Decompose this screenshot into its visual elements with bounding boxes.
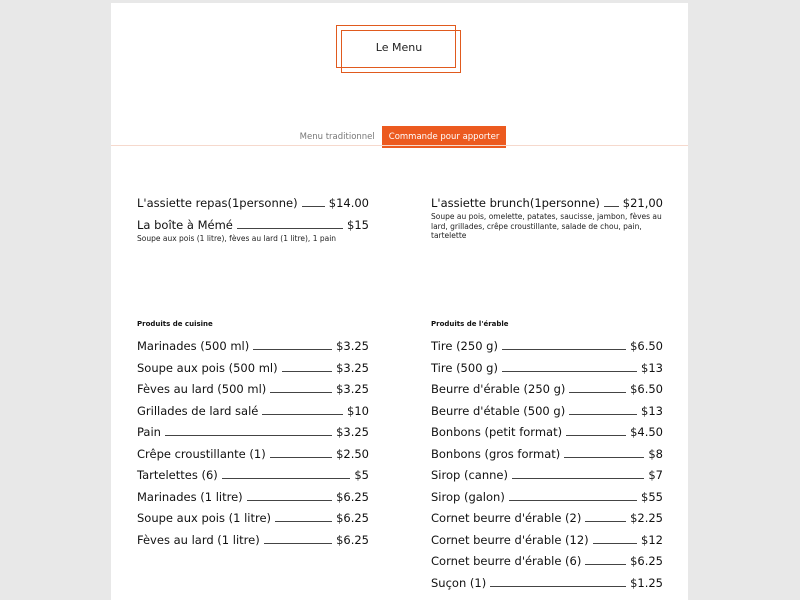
item-name: La boîte à Mémé [137, 218, 233, 232]
leader-line [564, 457, 644, 458]
menu-item [431, 533, 663, 547]
menu-item [431, 490, 663, 504]
menu-item [431, 554, 663, 568]
item-price: $6.25 [630, 554, 663, 568]
item-price: $55 [641, 489, 663, 504]
item-price: $14.00 [328, 196, 369, 210]
item-price: $6.50 [630, 382, 663, 396]
item-price: $13 [641, 360, 663, 375]
item-name: Cornet beurre d'érable (2) [431, 511, 582, 525]
item-name: Suçon (1) [431, 575, 487, 590]
item-name: Fèves au lard (1 litre) [137, 532, 260, 547]
item-price: $7 [648, 468, 663, 482]
item-name: Tire (500 g) [431, 360, 498, 375]
menu-page [111, 3, 688, 600]
leader-line [569, 414, 637, 415]
section-cuisine [137, 320, 369, 554]
menu-item [137, 339, 369, 353]
menu-item [137, 425, 369, 439]
leader-line [566, 435, 626, 436]
menu-item [137, 468, 369, 482]
item-name: Beurre d'érable (250 g) [431, 382, 566, 396]
item-name: Crêpe croustillante (1) [137, 446, 266, 461]
item-name: Marinades (500 ml) [137, 339, 250, 353]
section-title: Produits de cuisine [137, 320, 213, 328]
leader-line [585, 521, 626, 522]
menu-item [431, 361, 663, 375]
logo-text: Le Menu [375, 41, 423, 54]
item-name: Cornet beurre d'érable (6) [431, 554, 582, 568]
item-name: Sirop (galon) [431, 489, 505, 504]
item-price: $6.25 [336, 532, 369, 547]
item-price: $1.25 [630, 575, 663, 590]
leader-line [502, 371, 637, 372]
leader-line [569, 392, 626, 393]
item-price: $3.25 [336, 360, 369, 375]
menu-item [137, 218, 369, 232]
menu-item [431, 425, 663, 439]
item-price: $21,00 [622, 196, 663, 210]
item-price: $3.25 [336, 339, 369, 353]
item-price: $6.50 [630, 339, 663, 353]
item-price: $5 [354, 468, 369, 482]
tab-commande-pour-apporter[interactable]: Commande pour apporter [382, 126, 507, 148]
menu-item [431, 511, 663, 525]
menu-item [431, 447, 663, 461]
leader-line [270, 457, 332, 458]
item-name: Pain [137, 425, 161, 439]
leader-line [247, 500, 332, 501]
leader-line [262, 414, 343, 415]
leader-line [165, 435, 332, 436]
item-price: $10 [347, 403, 369, 418]
leader-line [270, 392, 332, 393]
leader-line [237, 228, 343, 229]
leader-line [490, 586, 626, 587]
leader-line [264, 543, 332, 544]
menu-item [137, 382, 369, 396]
leader-line [509, 500, 637, 501]
item-price: $3.25 [336, 425, 369, 439]
item-name: Fèves au lard (500 ml) [137, 382, 267, 396]
menu-item [137, 511, 369, 525]
item-name: Bonbons (gros format) [431, 446, 561, 461]
logo[interactable] [336, 25, 462, 75]
section-erable [431, 320, 663, 597]
item-name: Marinades (1 litre) [137, 489, 243, 504]
item-price: $4.50 [630, 425, 663, 439]
featured-left [137, 196, 369, 244]
menu-item [137, 533, 369, 547]
item-name: Soupe aux pois (1 litre) [137, 511, 272, 525]
section-title: Produits de l'érable [431, 320, 509, 328]
leader-line [302, 206, 325, 207]
item-price: $13 [641, 403, 663, 418]
item-description: Soupe au pois, omelette, patates, saucisse, jambon, fèves au lard, grillades, crêpe croustillante, salade de chou, pain, tartelette [431, 212, 662, 240]
item-price: $15 [347, 218, 369, 232]
menu-item [431, 382, 663, 396]
tab-menu-traditionnel[interactable]: Menu traditionnel [299, 132, 375, 142]
leader-line [604, 206, 619, 207]
menu-item [137, 490, 369, 504]
leader-line [222, 478, 351, 479]
item-name: Bonbons (petit format) [431, 425, 563, 439]
item-price: $8 [648, 446, 663, 461]
item-name: Grillades de lard salé [137, 403, 259, 418]
menu-item [431, 576, 663, 590]
menu-item [137, 404, 369, 418]
item-name: Cornet beurre d'érable (12) [431, 532, 589, 547]
item-price: $2.50 [336, 446, 369, 461]
menu-item [137, 447, 369, 461]
item-price: $12 [641, 532, 663, 547]
featured-right [431, 196, 663, 241]
leader-line [512, 478, 644, 479]
menu-item [137, 196, 369, 210]
item-name: Sirop (canne) [431, 468, 508, 482]
item-price: $6.25 [336, 489, 369, 504]
item-price: $6.25 [336, 511, 369, 525]
menu-item [431, 339, 663, 353]
item-name: L'assiette repas(1personne) [137, 196, 298, 210]
item-price: $2.25 [630, 511, 663, 525]
item-name: L'assiette brunch(1personne) [431, 196, 600, 210]
leader-line [253, 349, 332, 350]
leader-line [593, 543, 637, 544]
item-name: Beurre d'étable (500 g) [431, 403, 566, 418]
item-description: Soupe aux pois (1 litre), fèves au lard (1 litre), 1 pain [137, 234, 337, 243]
item-name: Soupe aux pois (500 ml) [137, 360, 278, 375]
item-price: $3.25 [336, 382, 369, 396]
leader-line [585, 564, 626, 565]
menu-item [431, 196, 663, 210]
leader-line [502, 349, 626, 350]
menu-item [431, 404, 663, 418]
menu-item [137, 361, 369, 375]
leader-line [282, 371, 332, 372]
tabs-divider [111, 145, 688, 146]
item-name: Tartelettes (6) [137, 468, 218, 482]
menu-item [431, 468, 663, 482]
leader-line [275, 521, 332, 522]
item-name: Tire (250 g) [431, 339, 498, 353]
